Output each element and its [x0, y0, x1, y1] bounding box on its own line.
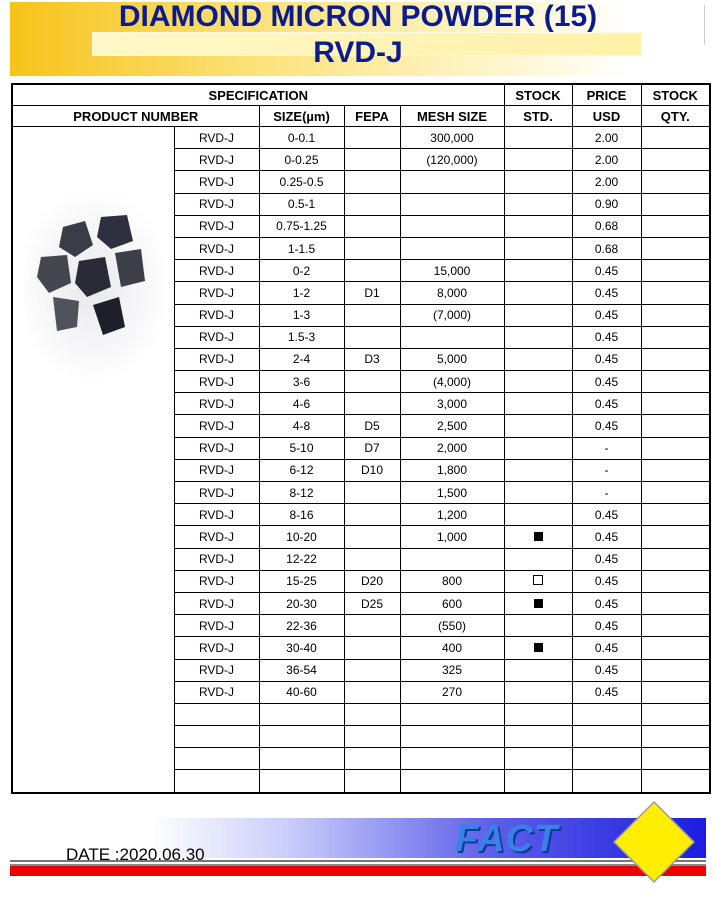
fepa-cell — [344, 193, 400, 215]
stock-std-cell — [504, 659, 572, 681]
fepa-cell — [344, 615, 400, 637]
fepa-cell — [344, 371, 400, 393]
empty-cell — [641, 703, 710, 725]
footer-red-bar — [10, 864, 706, 876]
empty-cell — [344, 703, 400, 725]
stock-qty-cell — [641, 415, 710, 437]
size-cell: 1.5-3 — [259, 326, 344, 348]
price-cell: 0.45 — [572, 504, 641, 526]
mesh-cell: 8,000 — [400, 282, 504, 304]
fepa-cell — [344, 659, 400, 681]
fepa-cell — [344, 149, 400, 171]
empty-cell — [504, 748, 572, 770]
product-number-cell: RVD-J — [174, 526, 259, 548]
stock-std-cell — [504, 348, 572, 370]
product-number-header: PRODUCT NUMBER — [12, 106, 259, 127]
mesh-cell: 15,000 — [400, 260, 504, 282]
specification-header: SPECIFICATION — [12, 84, 504, 106]
stock-qty-cell — [641, 393, 710, 415]
price-cell: 0.45 — [572, 548, 641, 570]
product-number-cell: RVD-J — [174, 548, 259, 570]
stock-qty-cell — [641, 526, 710, 548]
fepa-cell — [344, 504, 400, 526]
size-cell: 22-36 — [259, 615, 344, 637]
mesh-cell: 2,500 — [400, 415, 504, 437]
stock-std-cell — [504, 526, 572, 548]
empty-cell — [259, 703, 344, 725]
mesh-cell: 3,000 — [400, 393, 504, 415]
price-cell: 0.45 — [572, 260, 641, 282]
stock-qty-cell — [641, 304, 710, 326]
stock-qty-cell — [641, 437, 710, 459]
fepa-cell: D25 — [344, 592, 400, 614]
stock-std-cell — [504, 415, 572, 437]
size-cell: 0-0.1 — [259, 127, 344, 149]
fepa-cell — [344, 171, 400, 193]
stock-qty-header-2: QTY. — [641, 106, 710, 127]
mesh-cell: (7,000) — [400, 304, 504, 326]
fepa-cell — [344, 326, 400, 348]
product-number-cell: RVD-J — [174, 193, 259, 215]
product-number-cell: RVD-J — [174, 371, 259, 393]
price-cell: 0.45 — [572, 615, 641, 637]
fepa-cell — [344, 304, 400, 326]
product-number-cell: RVD-J — [174, 393, 259, 415]
stock-std-cell — [504, 459, 572, 481]
price-cell: 0.45 — [572, 304, 641, 326]
mesh-cell: 270 — [400, 681, 504, 703]
empty-cell — [174, 726, 259, 748]
stock-std-cell — [504, 237, 572, 259]
price-cell: 0.45 — [572, 637, 641, 659]
fepa-cell: D1 — [344, 282, 400, 304]
size-cell: 4-8 — [259, 415, 344, 437]
fepa-header: FEPA — [344, 106, 400, 127]
mesh-cell — [400, 215, 504, 237]
empty-cell — [344, 748, 400, 770]
size-cell: 8-16 — [259, 504, 344, 526]
price-cell: 0.45 — [572, 415, 641, 437]
product-number-cell: RVD-J — [174, 260, 259, 282]
product-number-cell: RVD-J — [174, 570, 259, 592]
fepa-cell — [344, 260, 400, 282]
price-header-1: PRICE — [572, 84, 641, 106]
size-cell: 8-12 — [259, 482, 344, 504]
stock-qty-cell — [641, 482, 710, 504]
empty-cell — [504, 703, 572, 725]
fepa-cell — [344, 482, 400, 504]
empty-cell — [572, 748, 641, 770]
stock-qty-cell — [641, 260, 710, 282]
empty-cell — [572, 726, 641, 748]
page-title: DIAMOND MICRON POWDER (15) — [118, 0, 598, 33]
stock-std-cell — [504, 171, 572, 193]
price-cell: 2.00 — [572, 149, 641, 171]
price-cell: - — [572, 437, 641, 459]
mesh-cell: 800 — [400, 570, 504, 592]
size-cell: 1-2 — [259, 282, 344, 304]
stock-qty-cell — [641, 681, 710, 703]
mesh-cell: 1,800 — [400, 459, 504, 481]
size-cell: 5-10 — [259, 437, 344, 459]
price-cell: 0.45 — [572, 592, 641, 614]
stock-qty-cell — [641, 149, 710, 171]
product-number-cell: RVD-J — [174, 171, 259, 193]
stock-qty-cell — [641, 504, 710, 526]
stock-qty-cell — [641, 659, 710, 681]
size-cell: 0.5-1 — [259, 193, 344, 215]
price-cell: 2.00 — [572, 171, 641, 193]
empty-cell — [259, 726, 344, 748]
table-row — [12, 127, 710, 149]
mesh-cell: (120,000) — [400, 149, 504, 171]
price-cell: 0.68 — [572, 215, 641, 237]
stock-std-cell — [504, 615, 572, 637]
mesh-cell: 1,500 — [400, 482, 504, 504]
price-cell: 0.45 — [572, 526, 641, 548]
stock-qty-cell — [641, 459, 710, 481]
product-number-cell: RVD-J — [174, 637, 259, 659]
fepa-cell: D10 — [344, 459, 400, 481]
stock-qty-cell — [641, 237, 710, 259]
mesh-cell: (4,000) — [400, 371, 504, 393]
stock-std-cell — [504, 570, 572, 592]
size-cell: 40-60 — [259, 681, 344, 703]
product-number-cell: RVD-J — [174, 659, 259, 681]
stock-std-cell — [504, 149, 572, 171]
price-cell: 0.45 — [572, 326, 641, 348]
mesh-cell — [400, 237, 504, 259]
fepa-cell: D7 — [344, 437, 400, 459]
product-number-cell: RVD-J — [174, 326, 259, 348]
mesh-cell: 2,000 — [400, 437, 504, 459]
price-cell: 0.45 — [572, 348, 641, 370]
stock-qty-cell — [641, 193, 710, 215]
stock-qty-header-1: STOCK — [641, 84, 710, 106]
mesh-cell: 300,000 — [400, 127, 504, 149]
size-cell: 3-6 — [259, 371, 344, 393]
mesh-header: MESH SIZE — [400, 106, 504, 127]
empty-cell — [641, 770, 710, 793]
size-cell: 1-1.5 — [259, 237, 344, 259]
empty-cell — [174, 770, 259, 793]
stock-qty-cell — [641, 282, 710, 304]
empty-cell — [641, 726, 710, 748]
mesh-cell: 1,200 — [400, 504, 504, 526]
date-label: DATE : — [66, 845, 120, 864]
mesh-cell: 5,000 — [400, 348, 504, 370]
size-cell: 0.25-0.5 — [259, 171, 344, 193]
stock-std-cell — [504, 504, 572, 526]
mesh-cell: 325 — [400, 659, 504, 681]
empty-cell — [572, 703, 641, 725]
stock-qty-cell — [641, 592, 710, 614]
price-cell: - — [572, 459, 641, 481]
size-cell: 10-20 — [259, 526, 344, 548]
product-number-cell: RVD-J — [174, 237, 259, 259]
price-cell: 0.90 — [572, 193, 641, 215]
fepa-cell — [344, 215, 400, 237]
stock-std-cell — [504, 304, 572, 326]
stock-std-cell — [504, 371, 572, 393]
mesh-cell — [400, 326, 504, 348]
stock-qty-cell — [641, 326, 710, 348]
product-number-cell: RVD-J — [174, 615, 259, 637]
stock-std-cell — [504, 260, 572, 282]
price-cell: 0.45 — [572, 393, 641, 415]
fepa-cell: D3 — [344, 348, 400, 370]
price-cell: 0.68 — [572, 237, 641, 259]
size-cell: 30-40 — [259, 637, 344, 659]
stock-qty-cell — [641, 570, 710, 592]
stock-qty-cell — [641, 615, 710, 637]
stock-qty-cell — [641, 215, 710, 237]
fepa-cell — [344, 393, 400, 415]
stock-std-header-1: STOCK — [504, 84, 572, 106]
stock-standard-hollow-icon — [533, 575, 543, 585]
price-cell: 0.45 — [572, 371, 641, 393]
empty-cell — [344, 726, 400, 748]
stock-qty-cell — [641, 637, 710, 659]
product-series-title: RVD-J — [313, 36, 403, 69]
empty-cell — [344, 770, 400, 793]
stock-qty-cell — [641, 348, 710, 370]
product-number-cell: RVD-J — [174, 149, 259, 171]
product-number-cell: RVD-J — [174, 415, 259, 437]
size-cell: 0-0.25 — [259, 149, 344, 171]
size-cell: 36-54 — [259, 659, 344, 681]
empty-cell — [641, 748, 710, 770]
stock-qty-cell — [641, 371, 710, 393]
stock-standard-filled-icon — [534, 643, 543, 652]
price-cell: 0.45 — [572, 681, 641, 703]
size-header: SIZE(µm) — [259, 106, 344, 127]
date-value: 2020.06.30 — [119, 845, 205, 864]
size-cell: 4-6 — [259, 393, 344, 415]
mesh-cell — [400, 193, 504, 215]
size-cell: 0-2 — [259, 260, 344, 282]
stock-std-cell — [504, 215, 572, 237]
size-cell: 1-3 — [259, 304, 344, 326]
stock-qty-cell — [641, 548, 710, 570]
mesh-cell: (550) — [400, 615, 504, 637]
fepa-cell — [344, 681, 400, 703]
product-number-cell: RVD-J — [174, 681, 259, 703]
stock-std-cell — [504, 127, 572, 149]
mesh-cell: 400 — [400, 637, 504, 659]
stock-std-cell — [504, 393, 572, 415]
empty-cell — [174, 703, 259, 725]
stock-std-cell — [504, 548, 572, 570]
size-cell: 6-12 — [259, 459, 344, 481]
diamond-logo-icon — [612, 800, 696, 884]
empty-cell — [572, 770, 641, 793]
price-cell: 0.45 — [572, 659, 641, 681]
stock-std-header-2: STD. — [504, 106, 572, 127]
stock-std-cell — [504, 282, 572, 304]
date-text — [66, 845, 205, 865]
empty-cell — [400, 703, 504, 725]
product-number-cell: RVD-J — [174, 437, 259, 459]
stock-std-cell — [504, 437, 572, 459]
fepa-cell — [344, 548, 400, 570]
price-cell: - — [572, 482, 641, 504]
stock-std-cell — [504, 193, 572, 215]
size-cell: 0.75-1.25 — [259, 215, 344, 237]
empty-cell — [400, 770, 504, 793]
stock-standard-filled-icon — [534, 599, 543, 608]
size-cell: 20-30 — [259, 592, 344, 614]
product-table — [11, 83, 711, 794]
fepa-cell — [344, 526, 400, 548]
fepa-cell — [344, 127, 400, 149]
fepa-cell: D20 — [344, 570, 400, 592]
product-number-cell: RVD-J — [174, 127, 259, 149]
fepa-cell — [344, 237, 400, 259]
diamond-powder-image — [23, 197, 163, 377]
product-number-cell: RVD-J — [174, 215, 259, 237]
price-header-2: USD — [572, 106, 641, 127]
empty-cell — [174, 748, 259, 770]
size-cell: 15-25 — [259, 570, 344, 592]
mesh-cell — [400, 171, 504, 193]
price-cell: 0.45 — [572, 570, 641, 592]
fepa-cell — [344, 637, 400, 659]
stock-std-cell — [504, 681, 572, 703]
product-number-cell: RVD-J — [174, 504, 259, 526]
price-cell: 0.45 — [572, 282, 641, 304]
empty-cell — [400, 726, 504, 748]
product-number-cell: RVD-J — [174, 304, 259, 326]
stock-qty-cell — [641, 127, 710, 149]
size-cell: 2-4 — [259, 348, 344, 370]
empty-cell — [504, 726, 572, 748]
stock-std-cell — [504, 482, 572, 504]
product-number-cell: RVD-J — [174, 282, 259, 304]
stock-std-cell — [504, 326, 572, 348]
product-photo — [12, 127, 174, 793]
empty-cell — [259, 770, 344, 793]
empty-cell — [504, 770, 572, 793]
product-number-cell: RVD-J — [174, 348, 259, 370]
fact-logo: FACT — [455, 818, 559, 860]
stock-qty-cell — [641, 171, 710, 193]
empty-cell — [259, 748, 344, 770]
stock-std-cell — [504, 592, 572, 614]
product-number-cell: RVD-J — [174, 459, 259, 481]
empty-cell — [400, 748, 504, 770]
mesh-cell — [400, 548, 504, 570]
mesh-cell: 1,000 — [400, 526, 504, 548]
mesh-cell: 600 — [400, 592, 504, 614]
size-cell: 12-22 — [259, 548, 344, 570]
stock-std-cell — [504, 637, 572, 659]
product-number-cell: RVD-J — [174, 482, 259, 504]
fepa-cell: D5 — [344, 415, 400, 437]
price-cell: 2.00 — [572, 127, 641, 149]
stock-standard-filled-icon — [534, 532, 543, 541]
product-number-cell: RVD-J — [174, 592, 259, 614]
